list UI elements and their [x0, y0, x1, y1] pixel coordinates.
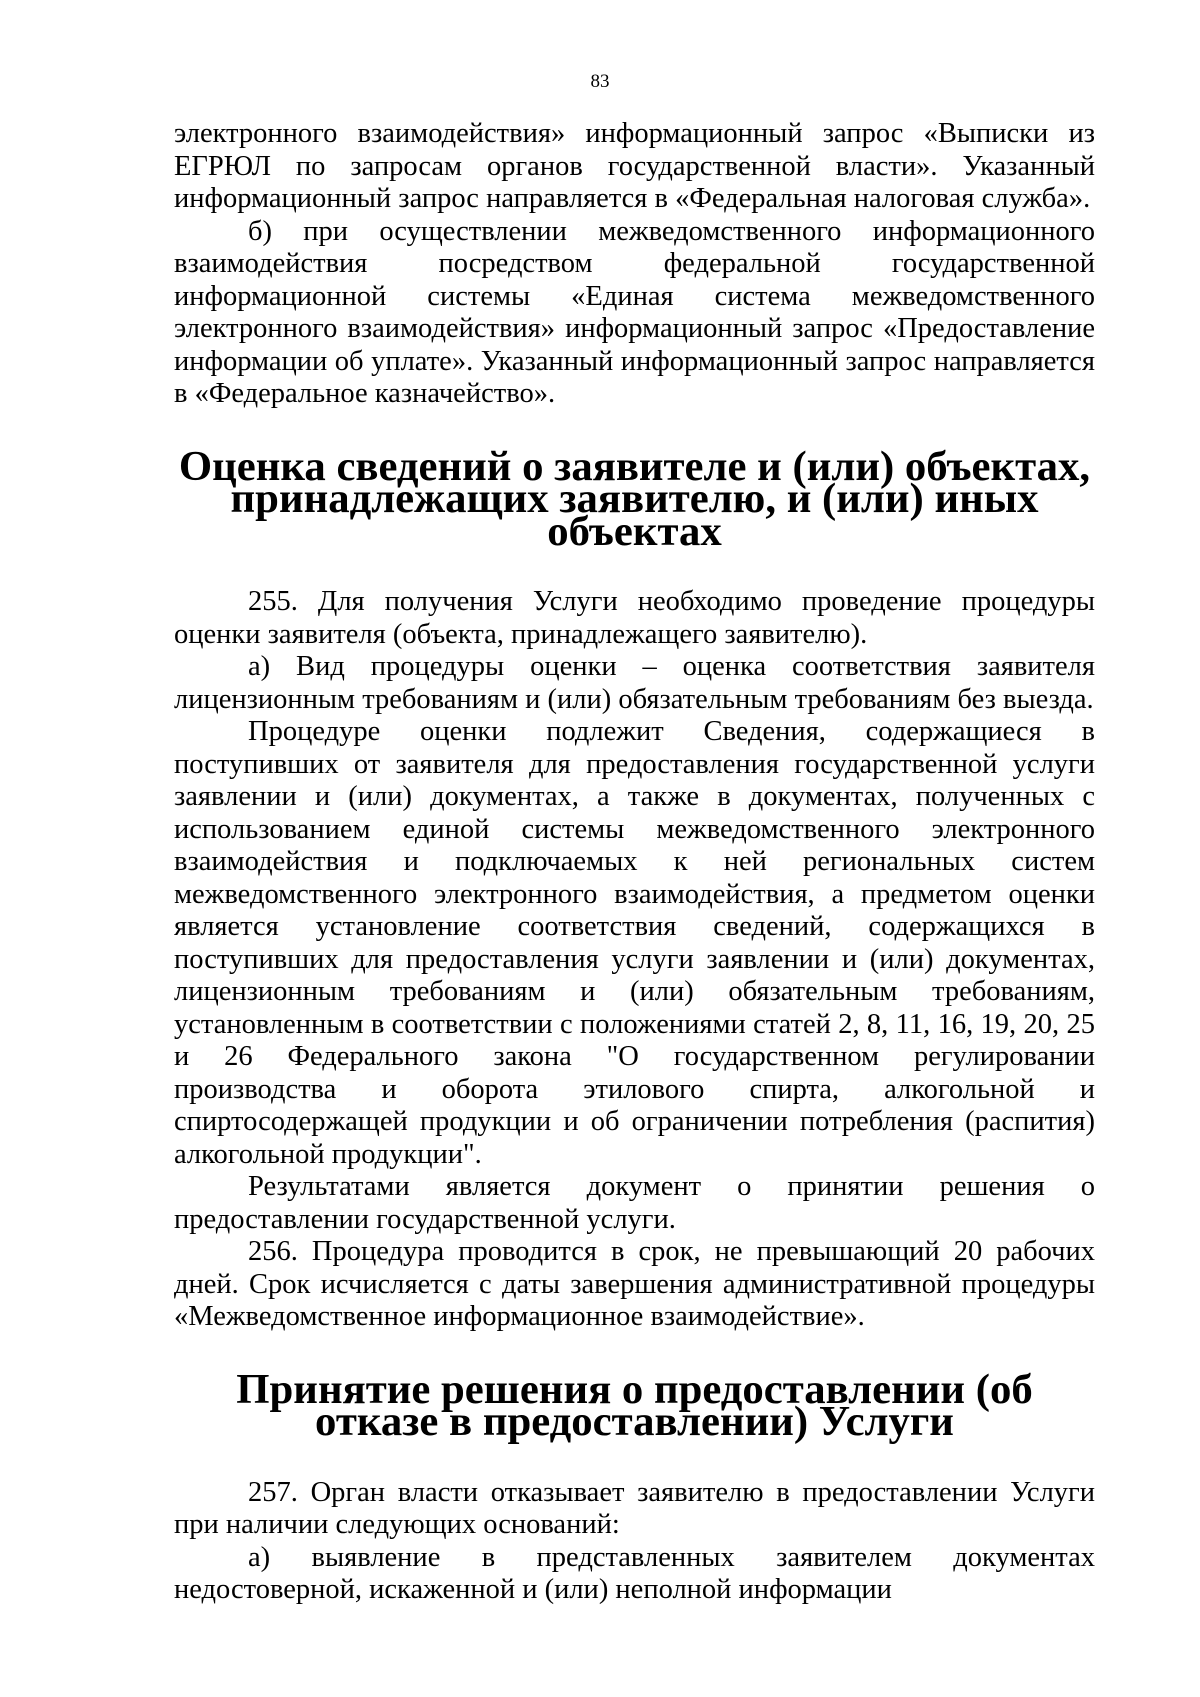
paragraph-item-b: б) при осуществлении межведомственного информационного взаимодействия посредством федеральной государственной информационной системы «Единая система межведомственного электронного взаимодействия» информационный запрос «Предоставление информации об уплате». Указанный информационный запрос направляется в «Федеральное казначейство». — [174, 215, 1095, 409]
paragraph-assessment-subject: Процедуре оценки подлежит Сведения, содержащиеся в поступивших от заявителя для предоставления государственной услуги заявлении и (или) документах, а также в документах, полученных с использованием единой системы межведомственного электронного взаимодействия и подключаемых к ней региональных систем межведомственного электронного взаимодействия, а предметом оценки является установление соответствия сведений, содержащихся в поступивших для предоставления услуги заявлении и (или) документах, лицензионным требованиям и (или) обязательным требованиям, установленным в соответствии с положениями статей 2, 8, 11, 16, 19, 20, 25 и 26 Федерального закона "О государственном регулировании производства и оборота этилового спирта, алкогольной и спиртосодержащей продукции и об ограничении потребления (распития) алкогольной продукции". — [174, 716, 1095, 1170]
document-body — [174, 118, 1095, 1607]
paragraph-255: 255. Для получения Услуги необходимо проведение процедуры оценки заявителя (объекта, принадлежащего заявителю). — [174, 586, 1095, 650]
section-heading-decision: Принятие решения о предоставлении (об отказе в предоставлении) Услуги — [236, 1365, 1033, 1445]
paragraph-256: 256. Процедура проводится в срок, не превышающий 20 рабочих дней. Срок исчисляется с даты завершения административной процедуры «Межведомственное информационное взаимодействие». — [174, 1236, 1095, 1332]
section-heading-assessment: Оценка сведений о заявителе и (или) объектах, принадлежащих заявителю, и (или) иных объектах — [178, 442, 1091, 555]
paragraph-257-a: а) выявление в представленных заявителем документах недостоверной, искаженной и (или) неполной информации — [174, 1541, 1095, 1605]
paragraph-255-a: а) Вид процедуры оценки – оценка соответствия заявителя лицензионным требованиям и (или) обязательным требованиям без выезда. — [174, 651, 1095, 715]
paragraph-continuation: электронного взаимодействия» информационный запрос «Выписки из ЕГРЮЛ по запросам органов государственной власти». Указанный информационный запрос направляется в «Федеральная налоговая служба». — [174, 118, 1095, 214]
page-number: 83 — [590, 71, 610, 92]
paragraph-results: Результатами является документ о принятии решения о предоставлении государственной услуги. — [174, 1171, 1095, 1235]
paragraph-257: 257. Орган власти отказывает заявителю в предоставлении Услуги при наличии следующих оснований: — [174, 1476, 1095, 1540]
